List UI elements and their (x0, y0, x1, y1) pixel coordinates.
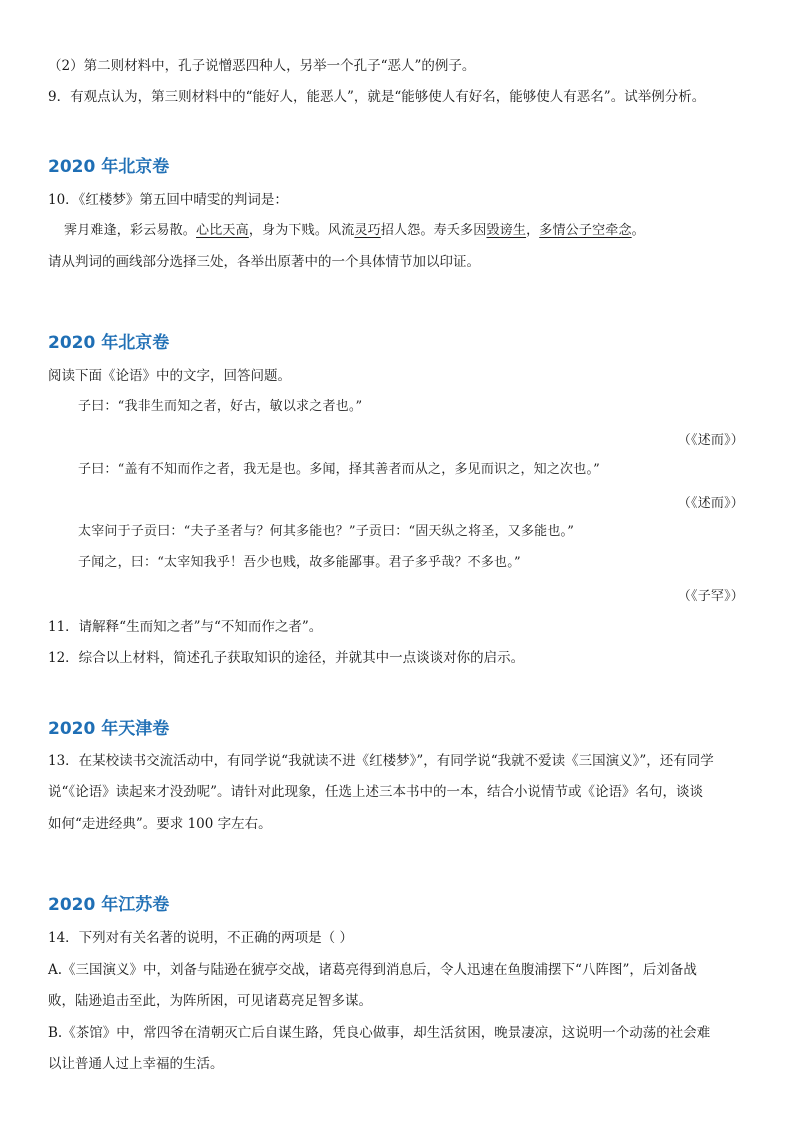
section-heading-tianjin: 2020 年天津卷 (48, 719, 170, 739)
question-13-line-3: 如何“走进经典”。要求 100 字左右。 (48, 816, 272, 832)
section-heading-beijing-1: 2020 年北京卷 (48, 157, 170, 177)
section-heading-jiangsu: 2020 年江苏卷 (48, 895, 170, 915)
analects-source-1: （《述而》） (677, 433, 744, 448)
option-a-line-1: A.《三国演义》中，刘备与陆逊在猇亭交战，诸葛亮得到消息后，令人迅速在鱼腹浦摆下“八阵图”，后刘备战 (48, 962, 697, 978)
analects-source-2: （《述而》） (677, 496, 744, 511)
analects-quote-1: 子曰：“我非生而知之者，好古，敏以求之者也。” (78, 399, 363, 414)
question-9: 9．有观点认为，第三则材料中的“能好人，能恶人”，就是“能够使人有好名，能够使人有恶名”。试举例分析。 (48, 89, 706, 105)
reading-intro: 阅读下面《论语》中的文字，回答问题。 (48, 368, 291, 384)
poem-text: 招人怨。寿夭多因 (380, 223, 487, 238)
poem-text: 霁月难逢，彩云易散。 (64, 223, 197, 238)
analects-quote-2: 子曰：“盖有不知而作之者，我无是也。多闻，择其善者而从之，多见而识之，知之次也。” (78, 462, 600, 477)
poem-underline-1: 心比天高 (196, 223, 249, 238)
question-12: 12．综合以上材料，简述孔子获取知识的途径，并就其中一点谈谈对你的启示。 (48, 650, 525, 666)
question-8-2: （2）第二则材料中，孔子说憎恶四种人，另举一个孔子“恶人”的例子。 (48, 58, 476, 74)
poem-underline-4: 多情公子空牵念 (539, 223, 632, 238)
poem-underline-3: 毁谤生 (486, 223, 527, 238)
poem-line (64, 221, 645, 241)
question-10-instruction: 请从判词的画线部分选择三处，各举出原著中的一个具体情节加以印证。 (48, 254, 480, 270)
analects-quote-4: 子闻之，曰：“太宰知我乎！吾少也贱，故多能鄙事。君子多乎哉？不多也。” (78, 555, 521, 570)
question-13-line-1: 13．在某校读书交流活动中，有同学说“我就读不进《红楼梦》”，有同学说“我就不爱读《三国演义》”，还有同学 (48, 753, 714, 769)
poem-text: ， (526, 223, 540, 238)
question-10: 10．《红楼梦》第五回中晴雯的判词是： (48, 192, 288, 208)
option-b-line-1: B.《茶馆》中，常四爷在清朝灭亡后自谋生路，凭良心做事，却生活贫困，晚景凄凉，这说明一个动荡的社会难 (48, 1025, 711, 1041)
poem-underline-2: 灵巧 (354, 223, 381, 238)
analects-source-3: （《子罕》） (677, 589, 744, 604)
analects-quote-3: 太宰问于子贡曰：“夫子圣者与？何其多能也？”子贡曰：“固天纵之将圣，又多能也。” (78, 524, 575, 539)
question-13-line-2: 说“《论语》读起来才没劲呢”。请针对此现象，任选上述三本书中的一本，结合小说情节或《论语》名句，谈谈 (48, 784, 704, 800)
option-b-line-2: 以让普通人过上幸福的生活。 (48, 1056, 224, 1072)
question-11: 11．请解释“生而知之者”与“不知而作之者”。 (48, 619, 323, 635)
section-heading-beijing-2: 2020 年北京卷 (48, 333, 170, 353)
poem-text: 。 (631, 223, 645, 238)
question-14: 14．下列对有关名著的说明，不正确的两项是（ ） (48, 930, 353, 946)
poem-text: ，身为下贱。风流 (248, 223, 355, 238)
option-a-line-2: 败，陆逊追击至此，为阵所困，可见诸葛亮足智多谋。 (48, 993, 372, 1009)
